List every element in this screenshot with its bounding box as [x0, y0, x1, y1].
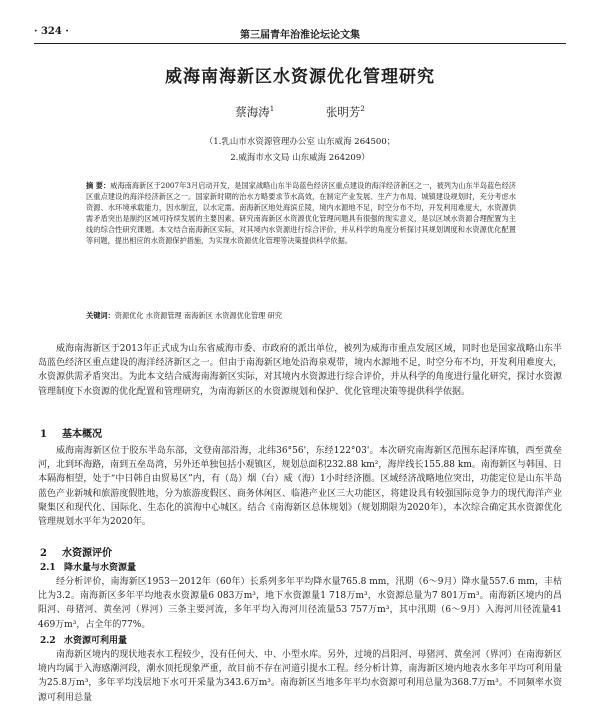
keywords	[86, 311, 516, 321]
keywords-text: 资源优化 水资源管理 南海新区 水资源优化管理 研究	[114, 311, 283, 320]
subsection-2-1-heading: 2.1 降水量与水资源量	[40, 563, 137, 573]
author-line	[0, 104, 600, 120]
subsection-2-2-heading: 2.2 水资源可利用量	[40, 636, 128, 646]
header-rule	[34, 43, 566, 44]
section-2-heading: 2 水资源评价	[40, 548, 112, 559]
section-1-paragraph: 威海南海新区位于胶东半岛东部，文登南部沿海，北纬36°56'，东经122°03'。本次研究南海新区范围东起泽库镇，西至黄垒河，北到环海路，南到五垒岛湾，另外还单独包括小观镇区，规划总面积232.88 km²，海岸线长155.88 km。南海新区与韩国、日本隔海相望，处于“中日韩自由贸易区”内，有（岛）烟（台）威（海）1小时经济圈。区域经济战略地位突出，功能定位是山东半岛蓝色产业新城和旅游度假胜地，分为旅游度假区、商务休闲区、临港产业区三大功能区，将建设具有较强国际竞争力的现代海洋产业聚集区和现代化、国际化、生态化的滨海中心城区。结合《南海新区总体规划》（规划期限为2020年），本次综合确定其水资源优化管理规划水平年为2020年。	[38, 446, 562, 528]
affiliation-2: 2.威海市水文局 山东威海 264209）	[230, 153, 370, 163]
section-1-heading: 1 基本概况	[40, 429, 102, 440]
abstract-label: 摘 要：	[86, 181, 111, 190]
running-header	[34, 26, 566, 42]
intro-paragraph: 威海南海新区于2013年正式成为山东省威海市委、市政府的派出单位，被列为威海市重点发展区域，同时也是国家战略山东半岛蓝色经济区重点建设的海洋经济新区之一。但由于南海新区地处沿海泉观带，境内水源地不足，时空分布不均，开发利用难度大，水资源供需矛盾突出。为此本文结合威海南海新区实际，对其境内水资源进行综合评价，并从科学的角度进行量化研究，探讨水资源管理制度下水资源的优化配置和管理研究，为南海新区的水资源规划和保护、优化管理决策等提供科学依据。	[38, 344, 562, 397]
author-2: 张明芳$^2$	[325, 105, 365, 119]
abstract	[86, 180, 516, 246]
author-1: 蔡海涛$^1$	[235, 105, 275, 119]
keywords-label: 关键词：	[86, 311, 115, 320]
journal-title: 第三届青年治淮论坛论文集	[240, 30, 360, 41]
page-number: · 324 ·	[34, 26, 69, 37]
paper-title: 威海南海新区水资源优化管理研究	[165, 67, 435, 87]
affiliation-1: （1.乳山市水资源管理办公室 山东威海 264500；	[204, 137, 396, 147]
subsection-2-1-paragraph: 经分析评价，南海新区1953－2012年（60年）长系列多年平均降水量765.8 mm，汛期（6～9月）降水量557.6 mm，丰枯比为3.2。南海新区多年平均地表水资源量6 083万m³，地下水资源量1 718万m³，水资源总量为7 801万m³。南海新区境内的昌阳河、母猪河、黄垒河（界河）三条主要河流，多年平均入海河川径流量53 757万m³，其中汛期（6～9月）入海河川径流量41 469万m³，占全年的77%。	[38, 577, 562, 630]
subsection-2-2-paragraph: 南海新区境内的现状地表水工程较少，没有任何大、中、小型水库。另外，过境的昌阳河、母猪河、黄垒河（界河）在南海新区境内均属于入海感潮河段，潮水顶托现象严重，故目前不存在河道引提水工程。经分析计算，南海新区境内地表水多年平均可利用量为25.8万m³，多年平均浅层地下水可开采量为343.6万m³。南海新区当地多年平均水资源可利用总量为368.7万m³。不同频率水资源可利用总量	[38, 650, 562, 703]
abstract-text: 威海南海新区于2007年3月启动开发，是国家战略山东半岛蓝色经济区重点建设的海洋经济新区之一，被列为山东半岛蓝色经济区重点建设的海洋经济新区之一。国家新时期的治水方略要求节水高效，在制定产业发展、生产力布局、城镇建设规划时，充分考虑水资源、水环境承载能力，因水制宜，以水定需。南海新区地处海滨丘陵，境内水源地不足，时空分布不均，开发利用难度大，水资源供需矛盾突出是制约区域可持续发展的主要因素。研究南海新区水资源优化管理问题具有很强的现实意义，是以区域水资源合理配置为主线的综合性研究课题。本文结合南海新区实际，对其境内水资源进行综合评价，并从科学的角度分析探讨其规划调度和水资源优化配置等问题，提出相应的水资源保护措施，为实现水资源优化管理等决策提供科学依据。	[86, 181, 516, 245]
